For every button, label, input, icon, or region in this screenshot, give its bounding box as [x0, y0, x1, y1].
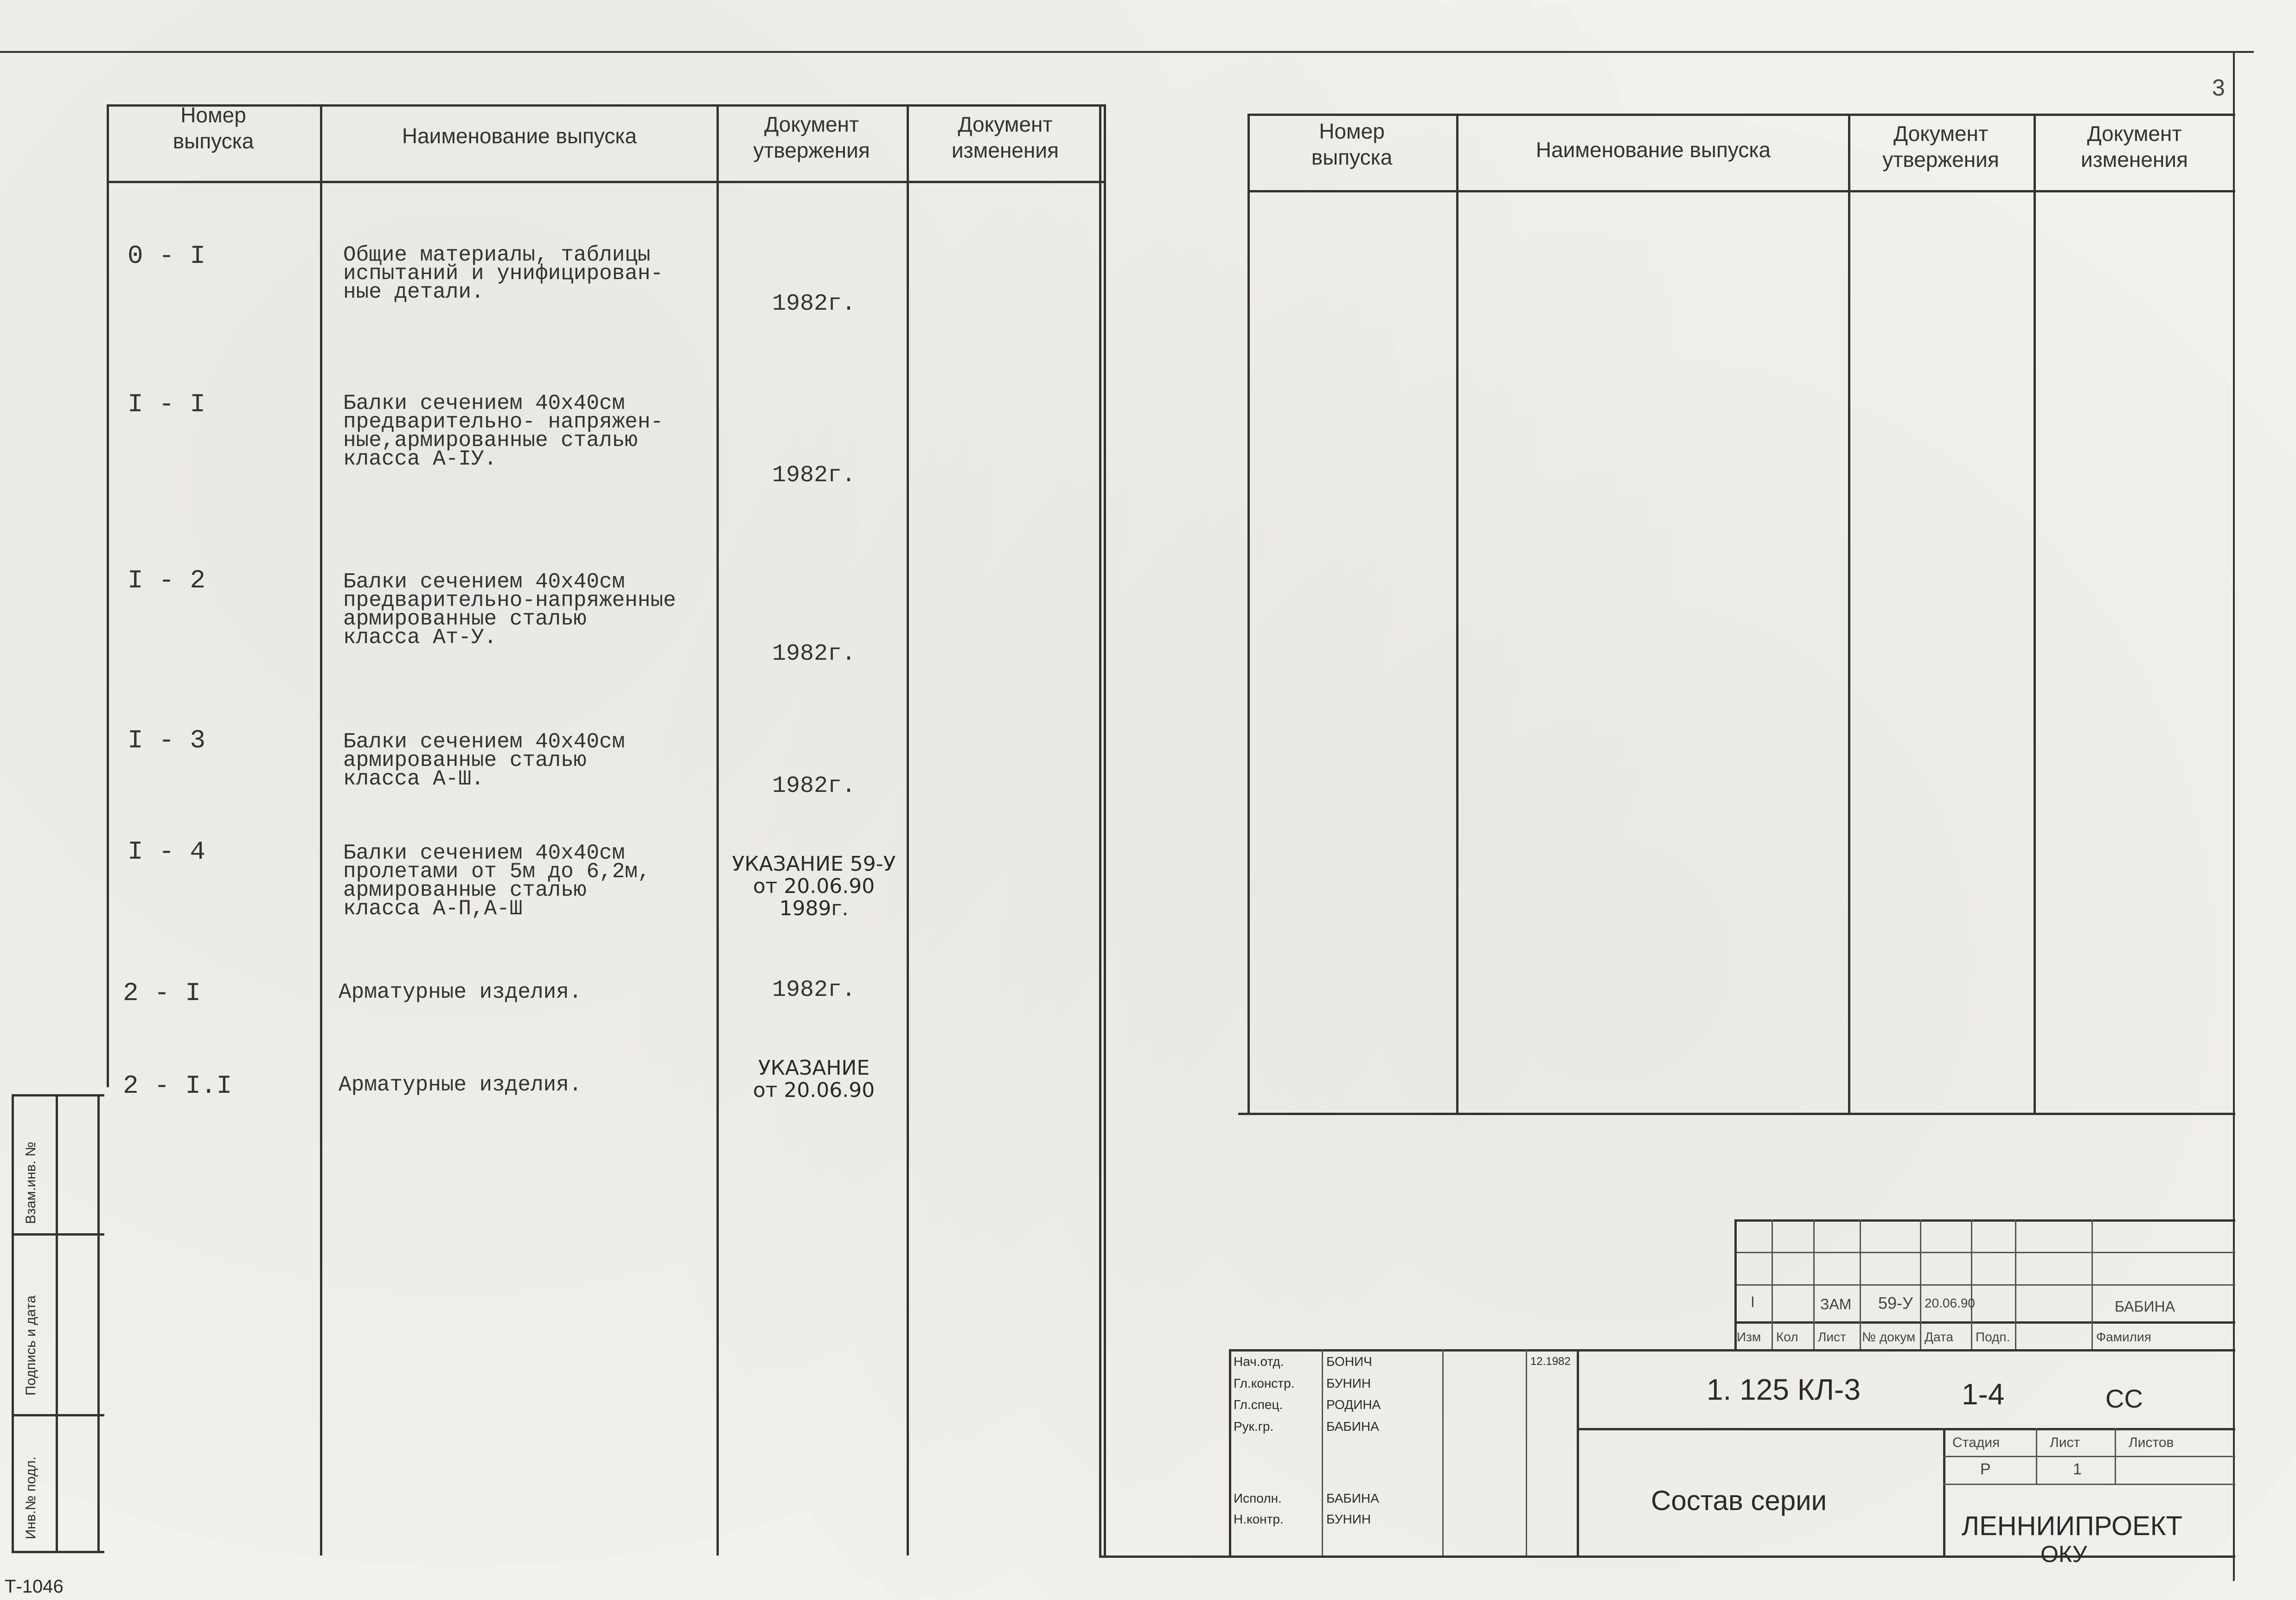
title-block-line: [1734, 1252, 2235, 1253]
right-header-name: Наименование выпуска: [1535, 138, 1771, 162]
title-block-split: [1577, 1349, 1579, 1555]
change-col: [2015, 1219, 2016, 1349]
row-number: I - 3: [128, 726, 206, 755]
label-sign-date: Подпись и дата: [23, 1295, 38, 1396]
side-strip-line: [12, 1551, 104, 1553]
staff-role: Гл.констр.: [1234, 1376, 1295, 1390]
change-hdr-izm: Изм: [1737, 1330, 1761, 1344]
frame-right: [2233, 51, 2235, 1581]
change-surname: БАБИНА: [2115, 1298, 2175, 1315]
label-inv-no: Инв.№ подл.: [23, 1456, 38, 1539]
sheet-divider: [1099, 104, 1101, 1555]
staff-col: [1322, 1349, 1323, 1555]
title-block-left: [1229, 1349, 1231, 1555]
title-block-line: [1734, 1321, 2235, 1324]
side-strip-inner: [97, 1094, 100, 1553]
title-block-line: [1229, 1349, 2235, 1351]
frame-top: [0, 51, 2254, 53]
row-name: Арматурные изделия.: [339, 980, 582, 1004]
change-izm: I: [1751, 1294, 1755, 1310]
change-col: [1920, 1219, 1921, 1349]
right-table-bottom: [1238, 1113, 2235, 1115]
row-approval: 1982г.: [772, 462, 856, 489]
right-col-line-3: [2034, 114, 2036, 1115]
corner-mark: Т-1046: [5, 1576, 64, 1597]
row-number: 2 - I: [123, 978, 201, 1008]
staff-role: Исполн.: [1234, 1491, 1282, 1505]
staff-name: БУНИН: [1326, 1376, 1371, 1390]
right-header-change: Документ изменения: [2081, 121, 2188, 172]
staff-name: БОНИЧ: [1326, 1354, 1372, 1369]
side-strip-line: [12, 1094, 104, 1096]
left-table-header-line: [107, 181, 1104, 183]
row-name: Балки сечением 40х40см предварительно- напряжен- ные,армированные сталью класса А-IУ.: [343, 391, 664, 471]
title-block-line: [1577, 1428, 2235, 1430]
change-col: [1971, 1219, 1972, 1349]
row-number: 2 - I.I: [123, 1071, 232, 1101]
organization-sub: ОКУ: [2040, 1541, 2087, 1567]
change-col: [1813, 1219, 1815, 1349]
document-mark: СС: [2105, 1384, 2143, 1413]
label-replace-inv: Взам.инв. №: [23, 1141, 38, 1224]
title-block-col: [2036, 1428, 2037, 1484]
row-number: I - 4: [128, 837, 206, 867]
side-strip-line: [12, 1233, 104, 1236]
document-range: 1-4: [1962, 1377, 2005, 1411]
row-approval: УКАЗАНИЕ от 20.06.90: [753, 1056, 875, 1102]
staff-name: БАБИНА: [1326, 1419, 1379, 1434]
left-col-line-2: [716, 104, 719, 1555]
sheets-header: Листов: [2129, 1435, 2174, 1450]
right-header-number: Номер выпуска: [1311, 119, 1393, 169]
side-strip-line: [12, 1414, 104, 1416]
staff-name: РОДИНА: [1326, 1397, 1381, 1412]
row-name: Общие материалы, таблицы испытаний и унифицирован- ные детали.: [343, 243, 664, 304]
row-approval: 1982г.: [772, 291, 856, 317]
left-header-approval: Документ утвержения: [753, 112, 870, 162]
right-col-line-1: [1456, 114, 1458, 1115]
change-hdr-doc: № докум: [1862, 1330, 1916, 1344]
row-name: Балки сечением 40х40см армированные сталью класса А-Ш.: [343, 730, 625, 791]
row-number: I - 2: [128, 566, 206, 595]
sheet-number: 3: [2212, 75, 2225, 101]
left-col-line-1: [320, 104, 322, 1555]
row-approval: 1982г.: [772, 773, 856, 799]
change-col: [1860, 1219, 1861, 1349]
stage-header: Стадия: [1952, 1435, 2000, 1450]
stage-value: Р: [1980, 1460, 1991, 1478]
right-table-top: [1247, 114, 2235, 116]
sheet-value: 1: [2073, 1460, 2082, 1478]
title-block-line: [1734, 1284, 2235, 1286]
row-approval: 1982г.: [772, 977, 856, 1003]
title-block-stage: [1943, 1428, 1945, 1555]
staff-role: Рук.гр.: [1234, 1419, 1274, 1434]
row-name: Балки сечением 40х40см пролетами от 5м до 6,2м, армированные сталью класса А-П,А-Ш: [343, 841, 651, 921]
row-name: Арматурные изделия.: [339, 1073, 582, 1097]
change-hdr-date: Дата: [1925, 1330, 1954, 1344]
change-col: [2091, 1219, 2093, 1349]
left-header-number: Номер выпуска: [173, 103, 254, 153]
staff-role: Нач.отд.: [1234, 1354, 1284, 1369]
staff-name: БУНИН: [1326, 1512, 1371, 1526]
left-col-line-0: [107, 104, 109, 1087]
document-title: Состав серии: [1651, 1485, 1827, 1516]
row-approval: 1982г.: [772, 641, 856, 667]
right-table-header-line: [1247, 190, 2235, 192]
change-hdr-list: Лист: [1818, 1330, 1846, 1344]
change-doc: 59-У: [1878, 1294, 1913, 1313]
row-number: 0 - I: [128, 241, 206, 271]
row-approval: УКАЗАНИЕ 59-У от 20.06.90 1989г.: [732, 852, 896, 920]
left-header-change: Документ изменения: [952, 112, 1059, 162]
side-strip-right: [56, 1094, 58, 1553]
change-list: ЗАМ: [1820, 1296, 1852, 1313]
staff-role: Гл.спец.: [1234, 1397, 1283, 1412]
sheet-header: Лист: [2050, 1435, 2080, 1450]
left-col-line-4: [1104, 104, 1106, 1555]
staff-name: БАБИНА: [1326, 1491, 1379, 1505]
change-date: 20.06.90: [1925, 1296, 1975, 1310]
row-name: Балки сечением 40х40см предварительно-напряженные армированные сталью класса Ат-У.: [343, 570, 676, 650]
title-block-top: [1734, 1219, 2235, 1222]
change-hdr-sign: Подп.: [1976, 1330, 2010, 1344]
title-block-line: [1943, 1456, 2235, 1457]
right-header-approval: Документ утвержения: [1882, 121, 1999, 172]
staff-col: [1526, 1349, 1527, 1555]
title-block-line: [1943, 1484, 2235, 1485]
right-col-line-0: [1247, 114, 1250, 1115]
staff-role: Н.контр.: [1234, 1512, 1284, 1526]
title-block-col: [2115, 1428, 2116, 1484]
change-col: [1772, 1219, 1773, 1349]
left-col-line-3: [907, 104, 909, 1555]
side-strip-left: [12, 1094, 14, 1553]
document-code: 1. 125 КЛ-3: [1707, 1373, 1861, 1406]
organization: ЛЕННИИПРОЕКТ: [1962, 1511, 2183, 1541]
change-hdr-kol: Кол: [1776, 1330, 1798, 1344]
change-hdr-surname: Фамилия: [2096, 1330, 2151, 1344]
right-col-line-2: [1848, 114, 1850, 1115]
left-header-name: Наименование выпуска: [402, 124, 637, 148]
staff-date: 12.1982: [1530, 1355, 1571, 1368]
row-number: I - I: [128, 389, 206, 419]
staff-col: [1442, 1349, 1444, 1555]
